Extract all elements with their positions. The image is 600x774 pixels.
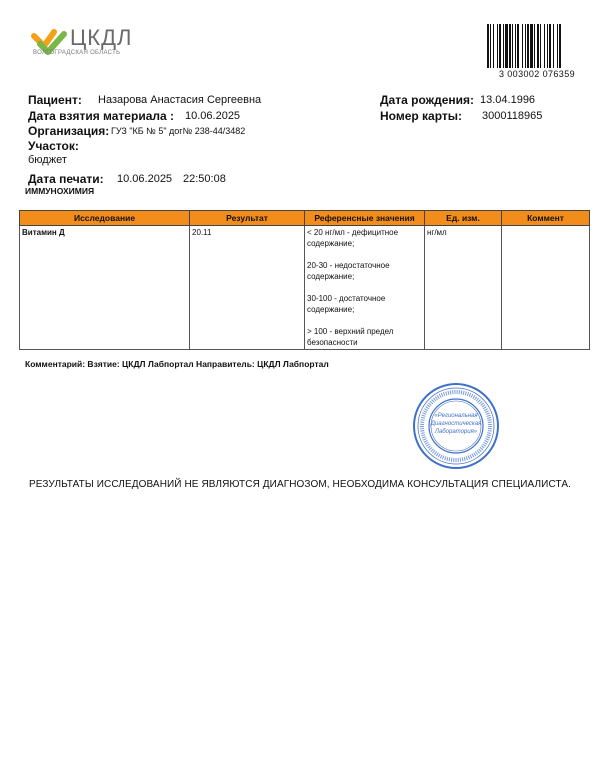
test-result: 20.11: [190, 226, 305, 350]
table-row: [20, 226, 590, 350]
disclaimer: РЕЗУЛЬТАТЫ ИССЛЕДОВАНИЙ НЕ ЯВЛЯЮТСЯ ДИАГНОЗОМ, НЕОБХОДИМА КОНСУЛЬТАЦИЯ СПЕЦИАЛИСТА.: [29, 479, 571, 490]
section-value: бюджет: [28, 154, 67, 166]
column-header-result: Результат: [190, 211, 305, 226]
barcode-number: 3 003002 076359: [498, 69, 576, 79]
card-number: 3000118965: [482, 110, 543, 122]
patient-name: Назарова Анастасия Сергеевна: [98, 94, 262, 106]
svg-text:Лаборатория»: Лаборатория»: [434, 429, 478, 435]
section-label: Участок:: [28, 139, 79, 153]
reference-line: > 100 - верхний предел безопасности: [307, 327, 394, 347]
stamp-icon: [412, 382, 500, 470]
column-header-reference: Референсные значения: [305, 211, 425, 226]
birth-date: 13.04.1996: [480, 94, 536, 106]
reference-line: 30-100 - достаточное содержание;: [307, 294, 386, 314]
barcode: [487, 24, 583, 68]
organization-label: Организация:: [28, 124, 110, 138]
comment-text: Комментарий: Взятие: ЦКДЛ Лабпортал Направитель: ЦКДЛ Лабпортал: [25, 359, 329, 369]
reference-line: < 20 нг/мл - дефицитное содержание;: [307, 228, 399, 248]
column-header-unit: Ед. изм.: [425, 211, 502, 226]
collection-date-label: Дата взятия материала :: [28, 109, 174, 123]
logo-subtitle: ВОЛГОГРАДСКАЯ ОБЛАСТЬ: [33, 50, 121, 56]
patient-label: Пациент:: [28, 93, 82, 107]
svg-text:«Региональная: «Региональная: [434, 413, 478, 419]
reference-line: 20-30 - недостаточное содержание;: [307, 261, 390, 281]
print-time: 22:50:08: [183, 173, 226, 185]
logo-text: ЦКДЛ: [70, 25, 133, 50]
test-name: Витамин Д: [20, 226, 190, 350]
table-header-row: [20, 211, 590, 226]
column-header-test: Исследование: [20, 211, 190, 226]
birth-date-label: Дата рождения:: [380, 93, 475, 107]
print-date: 10.06.2025: [117, 173, 173, 185]
organization: ГУЗ "КБ № 5" дог№ 238-44/3482: [111, 126, 246, 136]
category-title: ИММУНОХИМИЯ: [25, 186, 95, 196]
reference-values: [305, 226, 425, 350]
test-comment: [502, 226, 590, 350]
svg-text:Диагностическая: Диагностическая: [430, 421, 482, 427]
card-number-label: Номер карты:: [380, 109, 463, 123]
test-unit: нг/мл: [425, 226, 502, 350]
collection-date: 10.06.2025: [185, 110, 241, 122]
print-date-label: Дата печати:: [28, 172, 104, 186]
results-table: [19, 210, 590, 350]
column-header-comment: Коммент: [502, 211, 590, 226]
